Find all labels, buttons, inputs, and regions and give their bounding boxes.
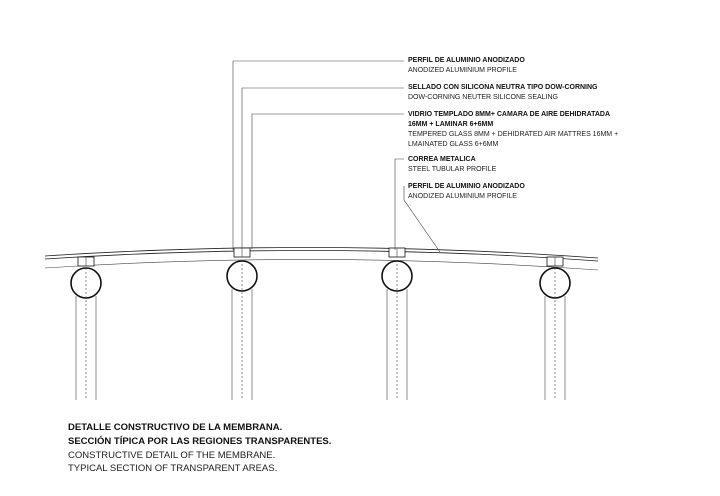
callout-1-en: ANODIZED ALUMINIUM PROFILE bbox=[408, 67, 517, 74]
caption-line-4: TYPICAL SECTION OF TRANSPARENT AREAS. bbox=[68, 463, 278, 474]
drawing-caption bbox=[68, 422, 331, 474]
callout-2 bbox=[408, 84, 598, 101]
callout-2-es: SELLADO CON SILICONA NEUTRA TIPO DOW-CORNING bbox=[408, 84, 598, 91]
leader-line-4 bbox=[395, 159, 404, 250]
callout-4 bbox=[408, 156, 497, 173]
glass-top-line bbox=[45, 247, 598, 258]
leader-line-3 bbox=[252, 114, 404, 249]
callout-3-es-line2: 16MM + LAMINAR 6+6MM bbox=[408, 121, 494, 128]
callout-1-es: PERFIL DE ALUMINIO ANODIZADO bbox=[408, 57, 525, 64]
caption-line-3: CONSTRUCTIVE DETAIL OF THE MEMBRANE. bbox=[68, 450, 276, 461]
support-3 bbox=[382, 248, 412, 400]
profile-lower-line bbox=[45, 259, 598, 270]
callout-1 bbox=[408, 57, 525, 74]
glass-membrane bbox=[45, 247, 598, 270]
callout-2-en: DOW-CORNING NEUTER SILICONE SEALING bbox=[408, 94, 559, 101]
callout-3-en: TEMPERED GLASS 8MM + DEHIDRATED AIR MATTRES 16MM + bbox=[408, 131, 619, 138]
callout-3-es: VIDRIO TEMPLADO 8MM+ CAMARA DE AIRE DEHIDRATADA bbox=[408, 111, 611, 118]
caption-line-1: DETALLE CONSTRUCTIVO DE LA MEMBRANA. bbox=[68, 422, 283, 433]
leader-line-2 bbox=[242, 88, 404, 248]
support-1 bbox=[71, 257, 101, 400]
callout-3 bbox=[408, 111, 618, 148]
callout-5 bbox=[408, 183, 525, 200]
callout-4-es: CORREA METALICA bbox=[408, 156, 476, 163]
callout-4-en: STEEL TUBULAR PROFILE bbox=[408, 166, 497, 173]
leader-line-1 bbox=[233, 61, 404, 250]
support-2 bbox=[227, 248, 257, 400]
support-4 bbox=[540, 257, 570, 400]
callout-5-en: ANODIZED ALUMINIUM PROFILE bbox=[408, 193, 517, 200]
callout-3-en-line2: LMAINATED GLASS 6+6MM bbox=[408, 141, 499, 148]
callout-5-es: PERFIL DE ALUMINIO ANODIZADO bbox=[408, 183, 525, 190]
caption-line-2: SECCIÓN TÍPICA POR LAS REGIONES TRANSPARENTES. bbox=[68, 436, 332, 447]
